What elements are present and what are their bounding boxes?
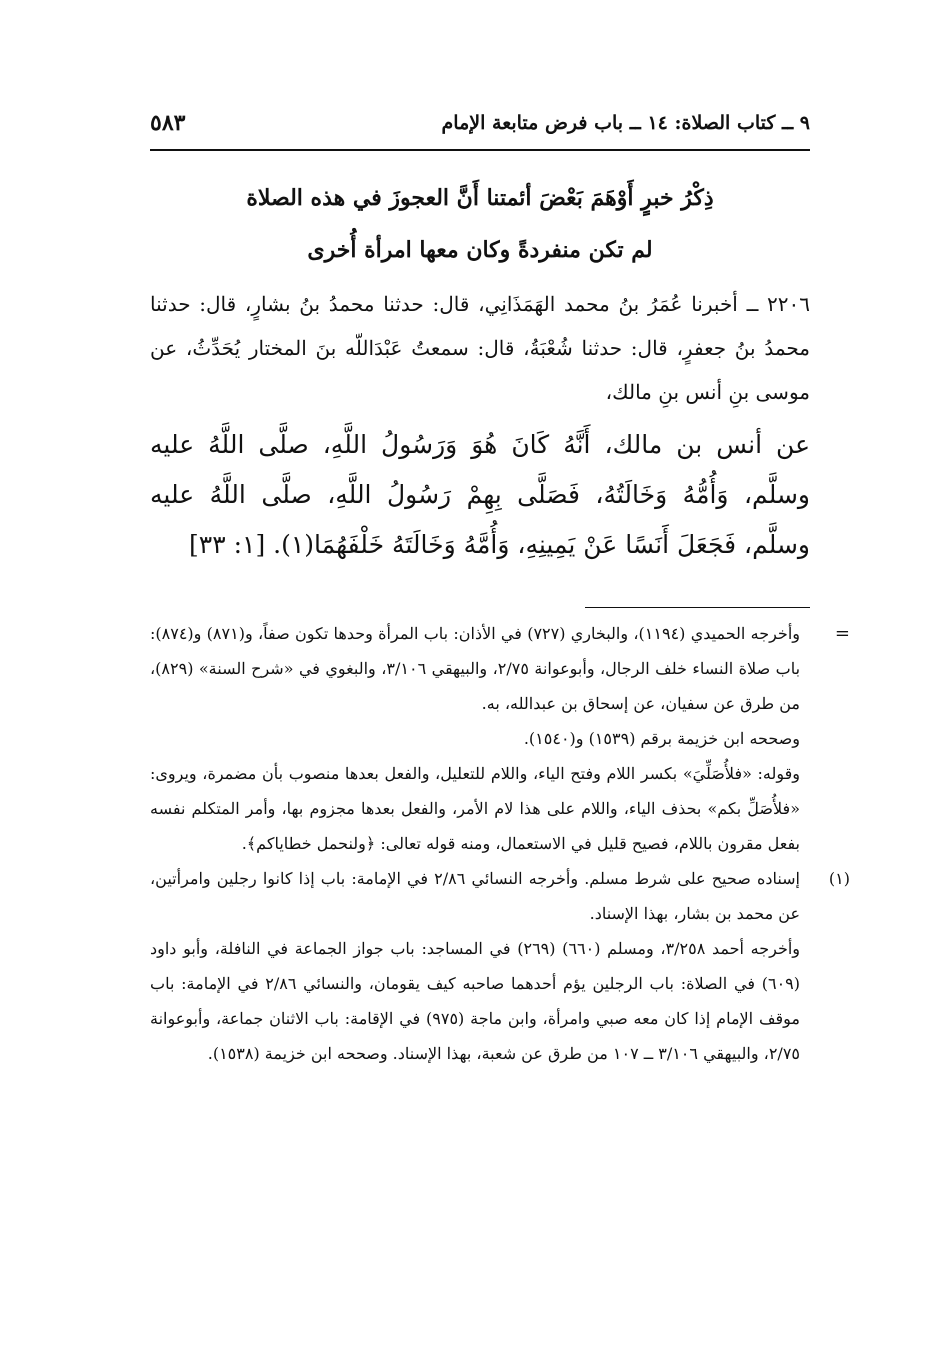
matn-text: عن أنس بن مالك، أَنَّهُ كَانَ هُوَ وَرَسُولُ اللَّهِ، صلَّى اللَّهُ عليه وسلَّم، وَأُمُّهُ وَخَالَتُهُ، فَصَلَّى بِهِمْ رَسُولُ اللَّهِ، صلَّى اللَّهُ عليه وسلَّم، فَجَعَلَ أَنَسًا عَنْ يَمِينِهِ، وَأُمَّهُ وَخَالَتَهُ خَلْفَهُمَا(١). [١: ٣٣] [150, 430, 810, 559]
heading-line-2: لم تكن منفردةً وكان معها امرأة أُخرى [307, 237, 653, 263]
running-title: ٩ ــ كتاب الصلاة: ١٤ ــ باب فرض متابعة الإمام [441, 112, 810, 134]
footnote-continuation [150, 616, 850, 861]
footnote-cont-para-3: وقوله: «فلأُصَلِّيَ» بكسر اللام وفتح الياء، واللام للتعليل، والفعل بعدها منصوب بأن مضمرة، ويروى: «فلأُصَلِّ بكم» بحذف الياء، واللام على هذا لام الأمر، والفعل بعدها مجزوم بها، وأمر المتكلم نفسه بفعل مقرون باللام، فصيح قليل في الاستعمال، ومنه قوله تعالى: ﴿ولنحمل خطاياكم﴾. [150, 764, 800, 853]
footnote-1-para-2: وأخرجه أحمد ٣/٢٥٨، ومسلم (٦٦٠) (٢٦٩) في المساجد: باب جواز الجماعة في النافلة، وأبو داود (٦٠٩) في الصلاة: باب الرجلين يؤم أحدهما صاحبه كيف يقومان، والنسائي ٢/٨٦ في الإمامة: باب موقف الإمام إذا كان معه صبي وامرأة، وابن ماجة (٩٧٥) في الإقامة: باب الاثنان جماعة، وأبوعوانة ٢/٧٥، والبيهقي ٣/١٠٦ ــ ١٠٧ من طرق عن شعبة، بهذا الإسناد. وصححه ابن خزيمة (١٥٣٨). [150, 939, 801, 1063]
header-rule [150, 149, 810, 151]
page-header [150, 108, 810, 150]
footnote-rule [585, 607, 810, 608]
footnote-1-para-1: إسناده صحيح على شرط مسلم. وأخرجه النسائي ٢/٨٦ في الإمامة: باب إذا كانوا رجلين وامرأتين، عن محمد بن بشار، بهذا الإسناد. [150, 869, 801, 923]
heading-line-1: ذِكْرُ خبرٍ أَوْهَمَ بَعْضَ أئمتنا أَنَّ العجوزَ في هذه الصلاة [246, 185, 714, 211]
footnote-1 [150, 861, 850, 1071]
page-number: ٥٨٣ [150, 110, 186, 136]
continuation-marker: = [834, 623, 850, 644]
isnad-text: ٢٢٠٦ ــ أخبرنا عُمَرُ بنُ محمد الهَمَذَانِي، قال: حدثنا محمدُ بنُ بشارٍ، قال: حدثنا محمدُ بنُ جعفرٍ، قال: حدثنا شُعْبَةُ، قال: سمعتُ عَبْدَاللّه بنَ المختار يُحَدِّثُ، عن موسى بنِ أنس بنِ مالك، [150, 292, 811, 404]
footnote-cont-para-2: وصححه ابن خزيمة برقم (١٥٣٩) و(١٥٤٠). [523, 729, 800, 748]
footnote-1-number: (١) [828, 869, 850, 888]
footnotes [150, 616, 850, 1071]
footnote-cont-para-1: وأخرجه الحميدي (١١٩٤)، والبخاري (٧٢٧) في الأذان: باب المرأة وحدها تكون صفاً، و(٨٧١) و(٨٧٤): باب صلاة النساء خلف الرجال، وأبوعوانة ٢/٧٥، والبيهقي ٣/١٠٦، والبغوي في «شرح السنة» (٨٢٩)، من طرق عن سفيان، عن إسحاق بن عبدالله، به. [150, 624, 801, 713]
hadith-body [150, 282, 810, 570]
chapter-heading [150, 172, 810, 276]
